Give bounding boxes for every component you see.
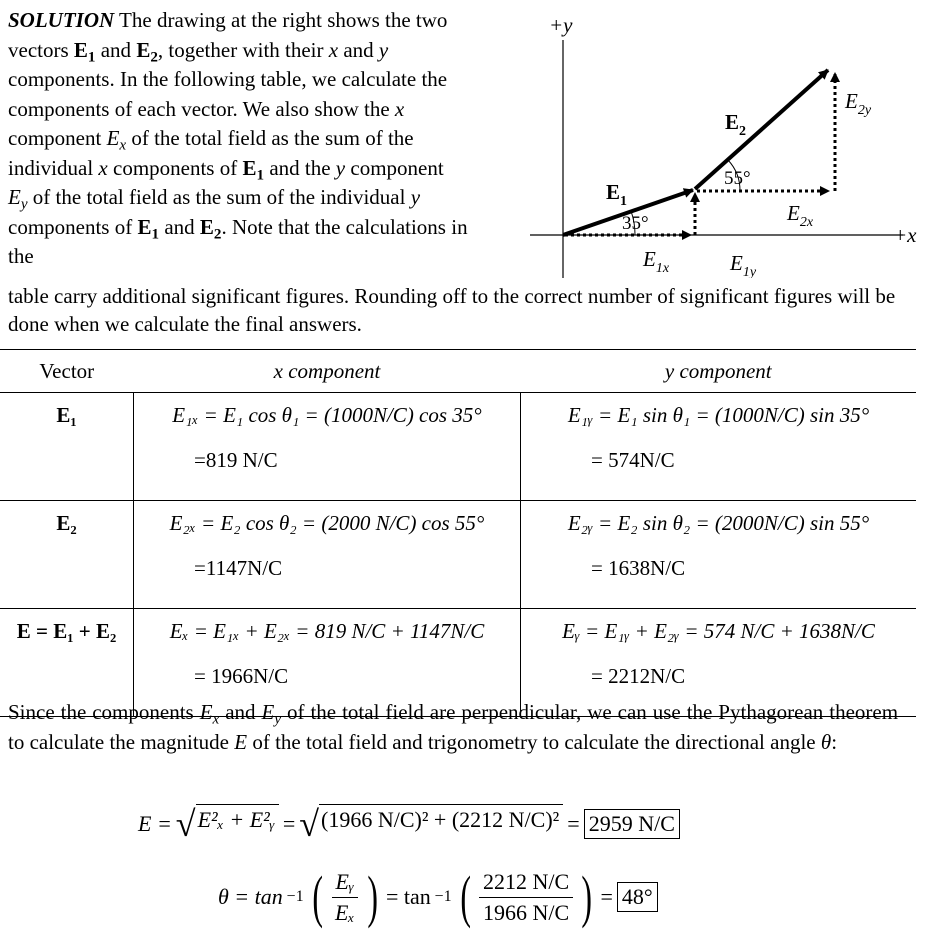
conclusion-paragraph: Since the components $E_x$ and $E_y$ of the total field are perpendicular, we can use the Pythagorean theorem to calculate the magnitude E of the total field and trigonometry to calculate the directional angle θ: xyxy=(8,700,899,754)
E1-label: $E_1$ xyxy=(606,180,628,209)
angle-result: 48° xyxy=(617,882,658,912)
magnitude-equation: E = √ E²ₓ + E²ᵧ = √ (1966 N/C)² + (2212 N/C)² = 2959 N/C xyxy=(138,804,680,844)
E2-label: $E_2$ xyxy=(725,110,747,139)
x-component-cell: E₁ₓ = E₁ cos θ₁ = (1000N/C) cos 35° =819 N/C xyxy=(134,393,521,501)
table-row xyxy=(0,501,916,609)
header-y-component: y component xyxy=(521,350,917,393)
E1y-label: $E_{1y}$ xyxy=(730,251,757,278)
y-component-cell: E₁ᵧ = E₁ sin θ₁ = (1000N/C) sin 35° = 574N/C xyxy=(521,393,917,501)
angle-equation: θ = tan −1 ( $\frac{\text{Eᵧ}}{\text{Eₓ}}$ ) = tan −1 ( $\frac{2212 N/C}{1966 N/C}$ ) = 48° xyxy=(218,868,658,926)
table-header-row xyxy=(0,350,916,393)
intro-paragraph: SOLUTION The drawing at the right shows the two vectors $E_1$ and $E_2$, together with their x and y components. In the following table, we calculate the components of each vector. We also show the x component $E_x$ of the total field as the sum of the individual x components of $E_1$ and the y component $E_y$ of the total field as the sum of the individual y components of $E_1$ and $E_2$. Note that the calculations in the xyxy=(8,8,468,268)
vector-cell: E₁ xyxy=(0,393,134,501)
intro-continuation: table carry additional significant figures. Rounding off to the correct number of significant figures will be done when we calculate the final answers. xyxy=(8,284,896,336)
solution-label: SOLUTION xyxy=(8,8,115,32)
header-x-component: x component xyxy=(134,350,521,393)
fraction-symbolic: $\frac{\text{Eᵧ}}{\text{Eₓ}}$ xyxy=(331,869,359,926)
E2x-label: $E_{2x}$ xyxy=(787,201,814,230)
vector-cell: E = E₁ + E₂ xyxy=(0,609,134,717)
fraction-numeric: $\frac{2212 N/C}{1966 N/C}$ xyxy=(479,869,573,926)
plus-y-label: +y xyxy=(549,13,573,37)
components-table xyxy=(0,349,916,717)
vector-diagram xyxy=(525,8,925,278)
E1x-label: $E_{1x}$ xyxy=(643,247,670,276)
sqrt-symbolic: √ E²ₓ + E²ᵧ xyxy=(176,804,279,844)
table-row xyxy=(0,393,916,501)
E2-vector xyxy=(695,70,828,189)
x-component-cell: Eₓ = E₁ₓ + E₂ₓ = 819 N/C + 1147N/C = 1966N/C xyxy=(134,609,521,717)
x-component-cell: E₂ₓ = E₂ cos θ₂ = (2000 N/C) cos 55° =1147N/C xyxy=(134,501,521,609)
y-component-cell: Eᵧ = E₁ᵧ + E₂ᵧ = 574 N/C + 1638N/C = 2212N/C xyxy=(521,609,917,717)
y-component-cell: E₂ᵧ = E₂ sin θ₂ = (2000N/C) sin 55° = 1638N/C xyxy=(521,501,917,609)
E2y-label: $E_{2y}$ xyxy=(845,89,872,118)
header-vector: Vector xyxy=(0,350,134,393)
plus-x-label: +x xyxy=(893,223,917,247)
angle-35-label: 35° xyxy=(622,213,649,234)
vector-cell: E₂ xyxy=(0,501,134,609)
magnitude-result: 2959 N/C xyxy=(584,809,680,839)
sqrt-numeric: √ (1966 N/C)² + (2212 N/C)² xyxy=(299,804,563,844)
angle-55-label: 55° xyxy=(724,168,751,189)
